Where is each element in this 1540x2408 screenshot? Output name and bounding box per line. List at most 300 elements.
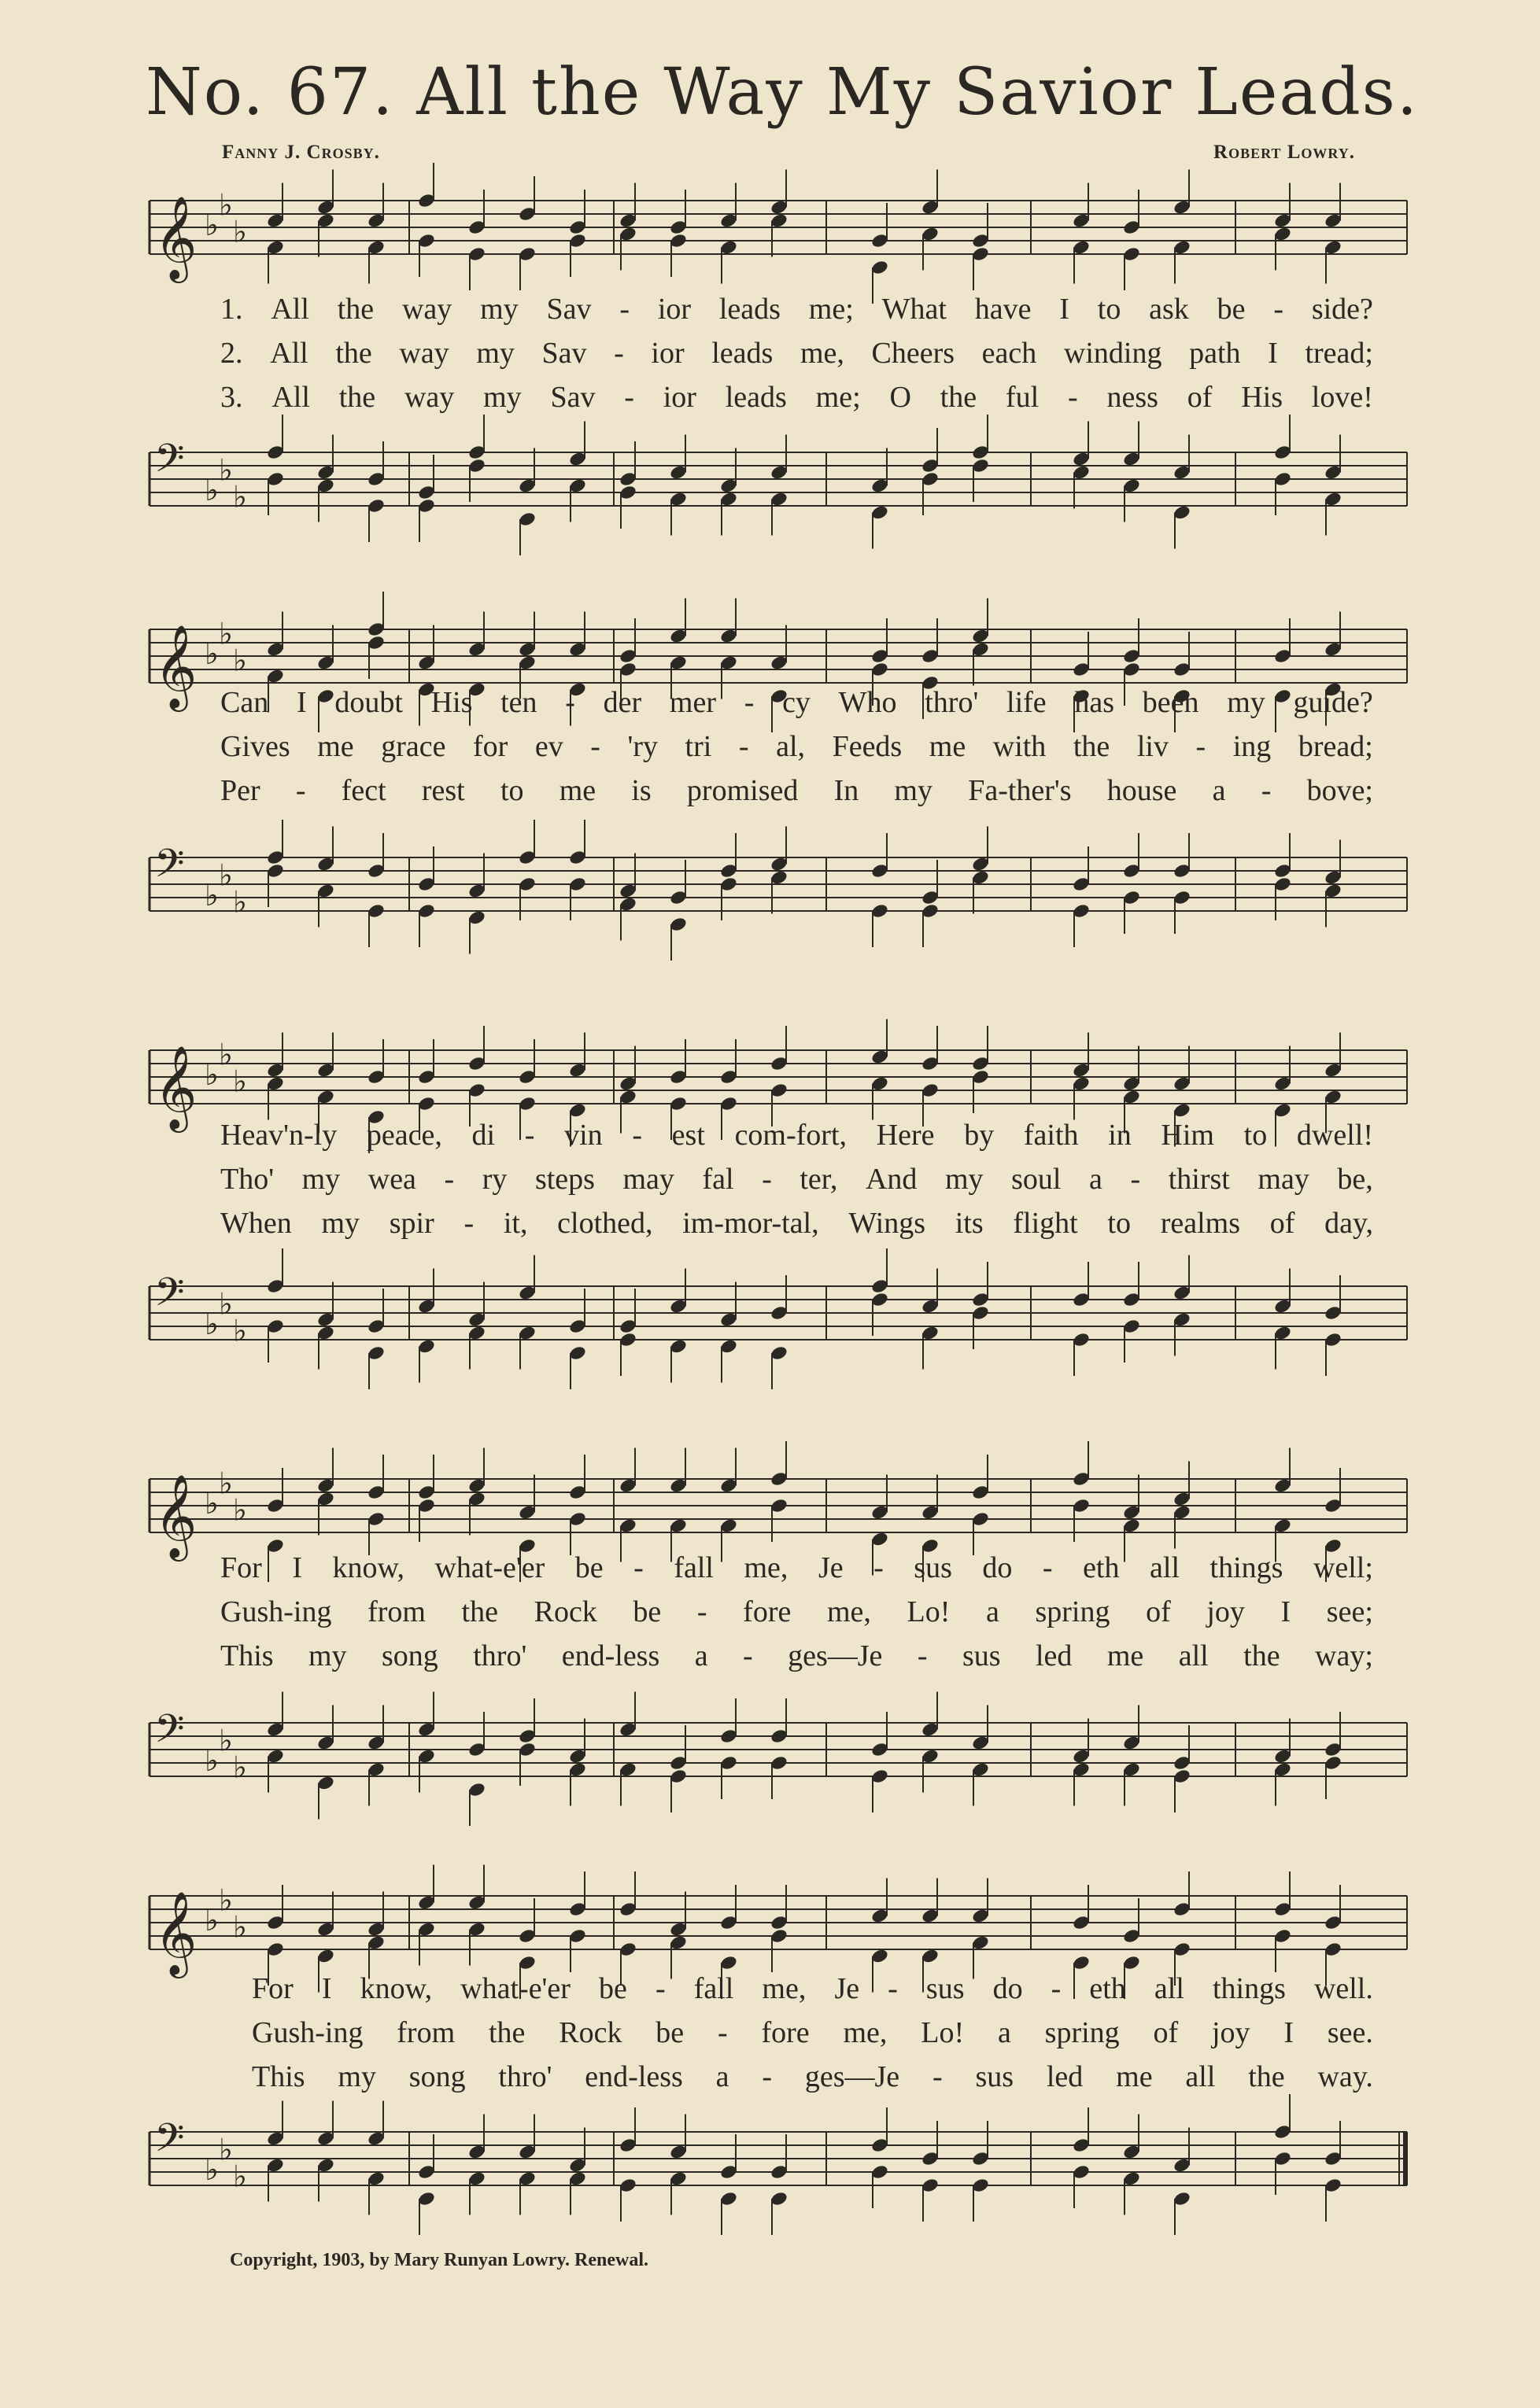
lyric-word: what-e'er — [434, 1551, 545, 1584]
flat-icon: ♭ — [219, 1037, 233, 1072]
lyric-word: ev — [534, 730, 563, 763]
lyric-word: rest — [421, 774, 465, 807]
treble-clef-icon: 𝄞 — [154, 1045, 198, 1129]
lyric-word: flight — [1013, 1207, 1078, 1240]
lyric-word: day, — [1324, 1207, 1373, 1240]
final-barline — [1403, 2132, 1408, 2185]
lyric-word: All — [270, 337, 308, 370]
lyric-word: in — [1108, 1119, 1132, 1152]
lyric-word: it, — [503, 1207, 528, 1240]
lyric-word: Here — [876, 1119, 935, 1152]
lyric-word: - — [1051, 1972, 1062, 2005]
lyric-word: I — [292, 1551, 302, 1584]
lyric-word: - — [614, 337, 624, 370]
lyric-line — [142, 769, 1416, 813]
lyric-word: dwell! — [1296, 1119, 1373, 1152]
music-system-4 — [142, 1455, 1416, 1825]
flat-icon: ♭ — [205, 1057, 219, 1092]
lyric-word: from — [397, 2016, 456, 2049]
lyric-word: soul — [1011, 1163, 1062, 1196]
lyric-word: All — [271, 381, 310, 414]
lyric-word: a — [1212, 774, 1226, 807]
lyric-word: All — [271, 293, 309, 326]
lyric-line — [142, 680, 1416, 725]
lyric-word: His — [1241, 381, 1283, 414]
lyric-word: For — [252, 1972, 294, 2005]
verse-lines — [142, 1967, 1416, 2099]
lyric-word: Cheers — [871, 337, 955, 370]
lyric-word: thirst — [1168, 1163, 1230, 1196]
flat-icon: ♭ — [205, 2152, 219, 2187]
lyric-word: all — [1150, 1551, 1180, 1584]
lyric-word: ior — [663, 381, 696, 414]
lyric-word: way. — [1317, 2060, 1373, 2093]
flat-icon: ♭ — [219, 2132, 233, 2167]
lyric-word: do — [992, 1972, 1023, 2005]
lyric-word: thro' — [473, 1639, 527, 1672]
lyric-word: me; — [808, 293, 854, 326]
lyric-word: Je — [818, 1551, 844, 1584]
lyric-word: been — [1142, 686, 1199, 719]
lyric-word: of — [1146, 1595, 1171, 1628]
verse-lines — [142, 1546, 1416, 1678]
lyric-word: eth — [1089, 1972, 1126, 2005]
lyric-word: - — [888, 1972, 898, 2005]
bass-staff — [142, 1263, 1416, 1373]
flat-icon: ♭ — [205, 1307, 219, 1341]
flat-icon: ♭ — [219, 616, 233, 651]
lyric-line — [142, 1590, 1416, 1634]
lyric-word: - — [873, 1551, 884, 1584]
lyric-word: all — [1154, 1972, 1184, 2005]
lyric-word: - — [624, 381, 634, 414]
lyric-word: Him — [1161, 1119, 1214, 1152]
lyric-word: doubt — [334, 686, 403, 719]
lyric-word: grace — [381, 730, 446, 763]
lyric-word: tri — [685, 730, 712, 763]
lyric-line — [142, 331, 1416, 375]
lyric-word: 1. — [220, 293, 243, 326]
lyric-word: me, — [826, 1595, 871, 1628]
lyric-word: a — [694, 1639, 708, 1672]
lyric-word: This — [220, 1639, 274, 1672]
lyric-word: Sav — [550, 381, 596, 414]
lyric-word: led — [1035, 1639, 1073, 1672]
lyric-word: way — [404, 381, 455, 414]
lyric-word: bove; — [1306, 774, 1373, 807]
lyric-word: His — [430, 686, 473, 719]
bass-staff — [142, 1699, 1416, 1809]
lyric-word: all — [1178, 1639, 1209, 1672]
lyric-word: Tho' — [220, 1163, 275, 1196]
lyric-word: well. — [1313, 1972, 1373, 2005]
lyric-word: spring — [1035, 1595, 1110, 1628]
lyric-word: with — [992, 730, 1047, 763]
flat-icon: ♭ — [233, 214, 247, 249]
lyric-word: fal — [702, 1163, 734, 1196]
lyric-word: - — [738, 730, 749, 763]
lyric-word: - — [696, 1595, 707, 1628]
flat-icon: ♭ — [205, 878, 219, 913]
flat-icon: ♭ — [233, 884, 247, 920]
lyric-word: Lo! — [921, 2016, 965, 2049]
lyric-line — [142, 1546, 1416, 1590]
verse-lines — [142, 680, 1416, 813]
lyric-word: Gush-ing — [220, 1595, 332, 1628]
lyric-word: est — [671, 1119, 705, 1152]
lyric-word: ges—Je — [804, 2060, 900, 2093]
flat-icon: ♭ — [233, 2159, 247, 2194]
lyric-word: way — [399, 337, 449, 370]
flat-icon: ♭ — [205, 1743, 219, 1778]
lyric-word: ior — [651, 337, 685, 370]
bass-clef-icon: 𝄢 — [154, 1706, 185, 1761]
lyric-word: fect — [341, 774, 386, 807]
lyric-word: leads — [711, 337, 774, 370]
flat-icon: ♭ — [219, 452, 233, 488]
lyric-line — [142, 375, 1416, 419]
treble-clef-icon: 𝄞 — [154, 624, 198, 708]
lyric-word: know, — [332, 1551, 404, 1584]
lyric-word: - — [762, 2060, 773, 2093]
lyric-word: fall — [674, 1551, 714, 1584]
lyric-word: And — [865, 1163, 918, 1196]
lyric-word: my — [1227, 686, 1265, 719]
lyric-word: my — [321, 1207, 360, 1240]
lyric-word: be — [1217, 293, 1246, 326]
lyric-word: things — [1209, 1551, 1283, 1584]
lyric-word: house — [1106, 774, 1177, 807]
lyric-word: peace, — [366, 1119, 442, 1152]
lyric-word: well; — [1313, 1551, 1373, 1584]
lyric-word: This — [252, 2060, 305, 2093]
lyric-word: im-mor-tal, — [682, 1207, 819, 1240]
lyric-word: end-less — [585, 2060, 683, 2093]
lyric-word: Feeds — [832, 730, 903, 763]
lyric-word: me — [929, 730, 966, 763]
lyric-word: me, — [744, 1551, 788, 1584]
lyric-word: fall — [693, 1972, 734, 2005]
lyric-word: O — [889, 381, 911, 414]
hymn-title: No. 67. All the Way My Savior Leads. — [146, 55, 1419, 130]
lyric-word: my — [338, 2060, 376, 2093]
lyric-word: steps — [534, 1163, 595, 1196]
lyric-word: joy — [1211, 2016, 1250, 2049]
lyric-word: fore — [743, 1595, 792, 1628]
flat-icon: ♭ — [219, 1286, 233, 1322]
lyric-word: me, — [843, 2016, 888, 2049]
lyric-word: my — [476, 337, 515, 370]
lyric-word: from — [367, 1595, 426, 1628]
lyric-word: a — [997, 2016, 1011, 2049]
lyric-word: all — [1185, 2060, 1216, 2093]
music-system-5 — [142, 1872, 1416, 2242]
treble-clef-icon: 𝄞 — [154, 195, 198, 279]
flat-icon: ♭ — [219, 857, 233, 893]
composer-credit: Robert Lowry. — [1213, 142, 1355, 163]
lyric-word: 'ry — [627, 730, 658, 763]
lyric-word: do — [982, 1551, 1013, 1584]
lyric-word: may — [622, 1163, 674, 1196]
lyric-word: - — [632, 1119, 642, 1152]
lyric-word: sus — [962, 1639, 1001, 1672]
verse-lines — [142, 287, 1416, 419]
lyric-word: me, — [800, 337, 844, 370]
flat-icon: ♭ — [205, 636, 219, 671]
lyric-word: ten — [500, 686, 537, 719]
lyric-word: realms — [1160, 1207, 1240, 1240]
bass-staff — [142, 834, 1416, 944]
flat-icon: ♭ — [219, 187, 233, 223]
lyric-word: way — [401, 293, 452, 326]
flat-icon: ♭ — [233, 1492, 247, 1528]
lyric-line — [142, 1113, 1416, 1157]
lyric-word: be — [656, 2016, 685, 2049]
bass-staff — [142, 429, 1416, 539]
lyric-word: fore — [761, 2016, 810, 2049]
lyric-word: In — [833, 774, 859, 807]
lyric-word: spir — [389, 1207, 434, 1240]
lyric-word: cy — [782, 686, 811, 719]
lyric-word: of — [1269, 1207, 1295, 1240]
lyric-word: When — [220, 1207, 292, 1240]
lyric-word: the — [488, 2016, 526, 2049]
lyric-word: the — [940, 381, 977, 414]
lyric-word: Heav'n-ly — [220, 1119, 338, 1152]
lyric-word: the — [1073, 730, 1110, 763]
lyric-word: For — [220, 1551, 262, 1584]
lyric-line — [142, 725, 1416, 769]
lyric-word: Wings — [848, 1207, 926, 1240]
lyric-word: Rock — [559, 2016, 622, 2049]
lyric-word: wea — [367, 1163, 416, 1196]
lyric-word: guide? — [1293, 686, 1373, 719]
lyric-word: ful — [1005, 381, 1040, 414]
lyric-word: - — [932, 2060, 943, 2093]
lyric-word: song — [408, 2060, 466, 2093]
lyric-word: be — [599, 1972, 627, 2005]
lyric-word: what-e'er — [460, 1972, 571, 2005]
lyric-word: spring — [1044, 2016, 1120, 2049]
lyric-line — [142, 1634, 1416, 1678]
lyric-word: - — [295, 774, 306, 807]
lyric-word: - — [1067, 381, 1078, 414]
lyric-word: Sav — [546, 293, 592, 326]
lyric-word: ness — [1106, 381, 1158, 414]
lyric-line — [142, 1967, 1416, 2011]
lyric-line — [142, 1157, 1416, 1201]
lyric-word: - — [565, 686, 575, 719]
lyric-word: - — [444, 1163, 455, 1196]
lyric-word: end-less — [561, 1639, 660, 1672]
lyric-word: I — [1059, 293, 1069, 326]
lyric-word: tread; — [1305, 337, 1373, 370]
lyricist-credit: Fanny J. Crosby. — [222, 142, 380, 163]
lyric-word: me — [1106, 1639, 1144, 1672]
lyric-word: a — [986, 1595, 999, 1628]
lyric-word: my — [894, 774, 932, 807]
bass-clef-icon: 𝄢 — [154, 436, 185, 491]
lyric-word: Fa-ther's — [968, 774, 1072, 807]
flat-icon: ♭ — [205, 473, 219, 507]
lyric-word: - — [590, 730, 600, 763]
lyric-word: Sav — [541, 337, 587, 370]
lyric-word: see; — [1326, 1595, 1373, 1628]
lyric-word: I — [296, 686, 307, 719]
lyric-word: to — [500, 774, 524, 807]
lyric-word: ior — [657, 293, 692, 326]
lyric-word: Lo! — [907, 1595, 951, 1628]
lyric-word: may — [1257, 1163, 1309, 1196]
lyric-line — [142, 2011, 1416, 2055]
flat-icon: ♭ — [233, 1909, 247, 1945]
lyric-word: the — [337, 293, 375, 326]
treble-staff — [142, 1872, 1416, 1982]
lyric-word: song — [382, 1639, 438, 1672]
lyric-word: 2. — [220, 337, 243, 370]
lyric-word: my — [945, 1163, 984, 1196]
lyric-word: see. — [1327, 2016, 1373, 2049]
lyric-word: - — [655, 1972, 666, 2005]
lyric-word: - — [524, 1119, 535, 1152]
lyric-word: of — [1187, 381, 1213, 414]
lyric-word: me — [317, 730, 354, 763]
lyric-word: - — [1195, 730, 1206, 763]
lyric-word: Je — [834, 1972, 860, 2005]
lyric-word: for — [473, 730, 508, 763]
flat-icon: ♭ — [233, 1064, 247, 1099]
lyric-word: my — [308, 1639, 347, 1672]
lyric-word: my — [483, 381, 522, 414]
lyric-word: eth — [1083, 1551, 1120, 1584]
lyric-word: love! — [1311, 381, 1373, 414]
lyric-word: my — [301, 1163, 341, 1196]
lyric-word: leads — [725, 381, 787, 414]
lyric-word: I — [1280, 1595, 1291, 1628]
lyric-word: each — [981, 337, 1037, 370]
lyric-word: promised — [686, 774, 799, 807]
bass-clef-icon: 𝄢 — [154, 2115, 185, 2170]
lyric-word: liv — [1136, 730, 1169, 763]
lyric-word: - — [1273, 293, 1283, 326]
lyric-word: ing — [1232, 730, 1272, 763]
lyric-word: my — [480, 293, 519, 326]
lyric-word: me — [1116, 2060, 1153, 2093]
lyric-word: the — [1248, 2060, 1285, 2093]
lyric-word: to — [1243, 1119, 1268, 1152]
lyric-word: leads — [718, 293, 781, 326]
flat-icon: ♭ — [233, 643, 247, 678]
lyric-word: - — [744, 686, 755, 719]
lyric-word: the — [1243, 1639, 1280, 1672]
lyric-word: the — [461, 1595, 498, 1628]
verse-lines — [142, 1113, 1416, 1245]
lyric-word: ges—Je — [788, 1639, 883, 1672]
lyric-word: to — [1107, 1207, 1131, 1240]
lyric-word: by — [964, 1119, 995, 1152]
lyric-word: know, — [360, 1972, 433, 2005]
lyric-word: is — [631, 774, 652, 807]
lyric-word: Per — [220, 774, 260, 807]
lyric-word: its — [955, 1207, 984, 1240]
lyric-word: - — [619, 293, 630, 326]
flat-icon: ♭ — [219, 1723, 233, 1758]
flat-icon: ♭ — [205, 1903, 219, 1938]
lyric-word: ter, — [800, 1163, 838, 1196]
lyric-word: path — [1189, 337, 1241, 370]
flat-icon: ♭ — [233, 1313, 247, 1348]
lyric-word: Rock — [534, 1595, 597, 1628]
lyric-word: things — [1212, 1972, 1286, 2005]
lyric-word: clothed, — [557, 1207, 653, 1240]
lyric-word: - — [917, 1639, 928, 1672]
lyric-word: has — [1074, 686, 1115, 719]
lyric-word: der — [603, 686, 642, 719]
flat-icon: ♭ — [205, 208, 219, 242]
lyric-word: mer — [669, 686, 716, 719]
music-system-2 — [142, 606, 1416, 968]
lyric-line — [142, 2055, 1416, 2099]
bass-clef-icon: 𝄢 — [154, 1270, 185, 1325]
lyric-word: a — [715, 2060, 729, 2093]
lyric-word: side? — [1311, 293, 1373, 326]
lyric-word: I — [1268, 337, 1278, 370]
lyric-word: me, — [762, 1972, 807, 2005]
flat-icon: ♭ — [219, 1883, 233, 1918]
lyric-word: sus — [914, 1551, 952, 1584]
lyric-word: I — [1283, 2016, 1294, 2049]
lyric-word: di — [471, 1119, 496, 1152]
lyric-word: Can — [220, 686, 269, 719]
lyric-word: me; — [815, 381, 861, 414]
lyric-word: be — [574, 1551, 604, 1584]
lyric-word: - — [718, 2016, 728, 2049]
lyric-line — [142, 1201, 1416, 1245]
lyric-word: faith — [1023, 1119, 1079, 1152]
lyric-word: to — [1097, 293, 1121, 326]
lyric-word: a — [1089, 1163, 1102, 1196]
flat-icon: ♭ — [233, 479, 247, 514]
lyric-word: sus — [925, 1972, 965, 2005]
lyric-word: What — [881, 293, 947, 326]
lyric-word: winding — [1063, 337, 1162, 370]
lyric-word: way; — [1315, 1639, 1373, 1672]
lyric-word: bread; — [1298, 730, 1373, 763]
lyric-word: led — [1046, 2060, 1084, 2093]
lyric-line — [142, 287, 1416, 331]
lyric-word: - — [463, 1207, 475, 1240]
treble-clef-icon: 𝄞 — [154, 1473, 198, 1558]
treble-clef-icon: 𝄞 — [154, 1890, 198, 1975]
lyric-word: ry — [482, 1163, 508, 1196]
bass-clef-icon: 𝄢 — [154, 841, 185, 896]
lyric-word: - — [633, 1551, 644, 1584]
lyric-word: have — [974, 293, 1032, 326]
lyric-word: - — [1042, 1551, 1053, 1584]
lyric-word: 3. — [220, 381, 243, 414]
lyric-word: the — [338, 381, 376, 414]
flat-icon: ♭ — [205, 1486, 219, 1521]
lyric-word: com-fort, — [734, 1119, 848, 1152]
lyric-word: - — [743, 1639, 753, 1672]
lyric-word: - — [1261, 774, 1272, 807]
lyric-word: Who — [838, 686, 897, 719]
lyric-word: of — [1153, 2016, 1179, 2049]
flat-icon: ♭ — [219, 1466, 233, 1501]
lyric-word: - — [1130, 1163, 1141, 1196]
lyric-word: Gives — [220, 730, 290, 763]
lyric-word: thro' — [498, 2060, 552, 2093]
